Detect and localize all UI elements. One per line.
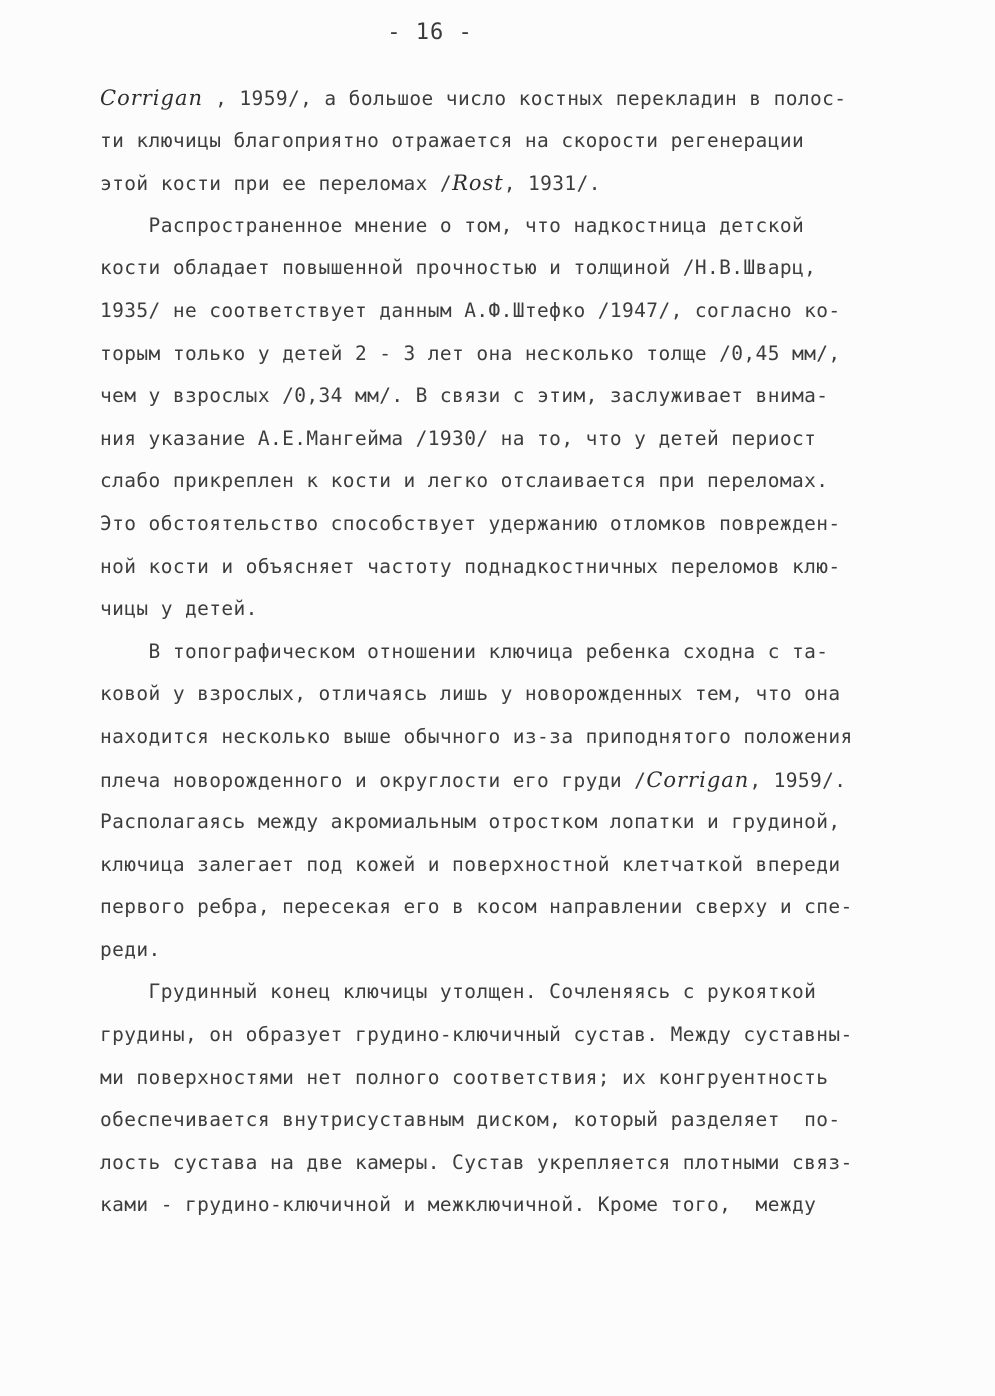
typed-text: кости обладает повышенной прочностью и толщиной /Н.В.Шварц, xyxy=(100,256,817,280)
text-line xyxy=(100,1014,900,1057)
text-line xyxy=(100,631,900,674)
typed-text: 1935/ не соответствует данным А.Ф.Штефко /1947/, согласно ко- xyxy=(100,298,841,322)
typed-text: обеспечивается внутрисуставным диском, который разделяет по- xyxy=(100,1108,841,1132)
text-line xyxy=(100,1099,900,1142)
text-line xyxy=(100,1142,900,1185)
typed-text: ковой у взрослых, отличаясь лишь у новорожденных тем, что она xyxy=(100,682,841,706)
text-line xyxy=(100,673,900,716)
page-number: - 16 - xyxy=(387,20,473,45)
text-line xyxy=(100,247,900,290)
text-line xyxy=(100,759,900,802)
body-text xyxy=(100,77,900,1227)
text-line xyxy=(100,333,900,376)
typed-text: чицы у детей. xyxy=(100,597,258,621)
text-line xyxy=(100,290,900,333)
text-line xyxy=(100,162,900,205)
typed-text: грудины, он образует грудино-ключичный сустав. Между суставны- xyxy=(100,1023,853,1047)
text-line xyxy=(100,971,900,1014)
handwritten-citation: Corrigan xyxy=(646,767,750,792)
text-line xyxy=(100,929,900,972)
typed-text: , 1959/. xyxy=(749,768,847,792)
text-line xyxy=(100,120,900,163)
text-line xyxy=(100,77,900,120)
typed-text: ния указание А.Е.Мангейма /1930/ на то, что у детей периост xyxy=(100,426,817,450)
typed-text: ми поверхностями нет полного соответствия; их конгруентность xyxy=(100,1065,829,1089)
typed-text: торым только у детей 2 - 3 лет она несколько толще /0,45 мм/, xyxy=(100,341,841,365)
text-line xyxy=(100,418,900,461)
typed-text: ками - грудино-ключичной и межключичной. Кроме того, между xyxy=(100,1193,817,1217)
text-line xyxy=(100,588,900,631)
text-line xyxy=(100,886,900,929)
typed-text: Это обстоятельство способствует удержанию отломков поврежден- xyxy=(100,511,841,535)
text-line xyxy=(100,844,900,887)
typed-text: ключица залегает под кожей и поверхностной клетчаткой впереди xyxy=(100,852,841,876)
typed-text: первого ребра, пересекая его в косом направлении сверху и спе- xyxy=(100,895,853,919)
typed-text: , 1931/. xyxy=(503,172,601,196)
typed-text: находится несколько выше обычного из-за приподнятого положения xyxy=(100,724,853,748)
text-line xyxy=(100,716,900,759)
typed-text: слабо прикреплен к кости и легко отслаивается при переломах. xyxy=(100,469,829,493)
text-line xyxy=(100,205,900,248)
typed-text: Грудинный конец ключицы утолщен. Сочленяясь с рукояткой xyxy=(100,980,817,1004)
text-line xyxy=(100,1057,900,1100)
typed-text: Распространенное мнение о том, что надкостница детской xyxy=(100,213,805,237)
text-line xyxy=(100,546,900,589)
typed-text: Располагаясь между акромиальным отростком лопатки и грудиной, xyxy=(100,810,841,834)
text-line xyxy=(100,460,900,503)
typed-text: , 1959/, а большое число костных перекладин в полос- xyxy=(203,87,847,110)
handwritten-citation: Rost xyxy=(452,171,504,196)
typed-text: реди. xyxy=(100,937,161,961)
handwritten-citation: Corrigan xyxy=(100,86,203,110)
typed-text: ной кости и объясняет частоту поднадкостничных переломов клю- xyxy=(100,554,841,578)
typed-text: ти ключицы благоприятно отражается на скорости регенерации xyxy=(100,128,805,152)
typed-text: плеча новорожденного и округлости его груди / xyxy=(100,768,647,792)
text-line xyxy=(100,503,900,546)
typed-text: чем у взрослых /0,34 мм/. В связи с этим, заслуживает внима- xyxy=(100,384,829,408)
typed-text: В топографическом отношении ключица ребенка сходна с та- xyxy=(100,639,829,663)
typed-text: этой кости при ее переломах / xyxy=(100,172,453,196)
text-line xyxy=(100,375,900,418)
typed-text: лость сустава на две камеры. Сустав укрепляется плотными связ- xyxy=(100,1150,853,1174)
text-line xyxy=(100,1184,900,1227)
text-line xyxy=(100,801,900,844)
